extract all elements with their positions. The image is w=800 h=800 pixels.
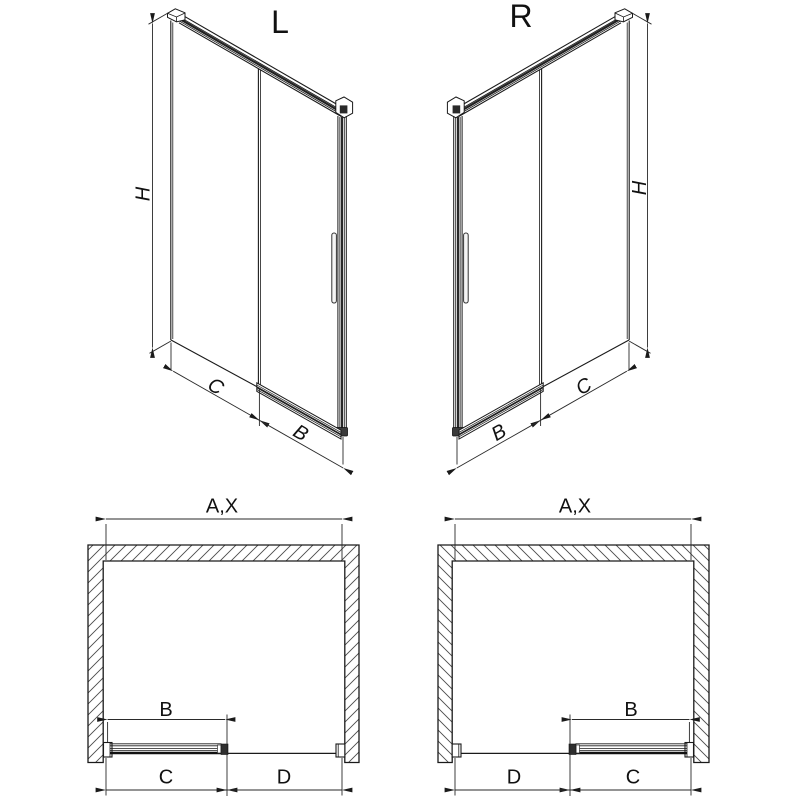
plan-left-dim-c-label: C — [158, 766, 174, 789]
iso-left-geometry — [149, 9, 353, 468]
plan-left-dim-b-label: B — [159, 699, 173, 721]
iso-left-dim-b-label: B — [289, 420, 312, 447]
plan-left-view — [88, 496, 359, 797]
iso-right-view — [447, 0, 651, 468]
iso-left-title: L — [271, 4, 289, 40]
plan-right-dim-b-label: B — [624, 699, 638, 721]
iso-left-dim-h-label: H — [132, 186, 155, 202]
plan-left-dim-opening-label: A,X — [205, 495, 239, 518]
plan-right-geometry — [438, 519, 709, 796]
iso-right-dim-h-label: H — [629, 180, 651, 196]
plan-right-dim-opening-label: A,X — [558, 495, 592, 518]
plan-left-geometry — [88, 519, 359, 796]
iso-left-dim-c-label: C — [203, 373, 228, 400]
iso-left-view — [133, 4, 353, 468]
plan-left-dim-d-label: D — [276, 766, 292, 789]
plan-right-view — [438, 496, 709, 797]
plan-right-dim-d-label: D — [506, 766, 522, 789]
plan-right-dim-c-label: C — [625, 766, 641, 789]
iso-right-dim-b-label: B — [487, 419, 511, 446]
iso-right-title: R — [509, 0, 533, 34]
iso-right-geometry — [447, 9, 651, 468]
iso-right-dim-c-label: C — [572, 373, 596, 400]
